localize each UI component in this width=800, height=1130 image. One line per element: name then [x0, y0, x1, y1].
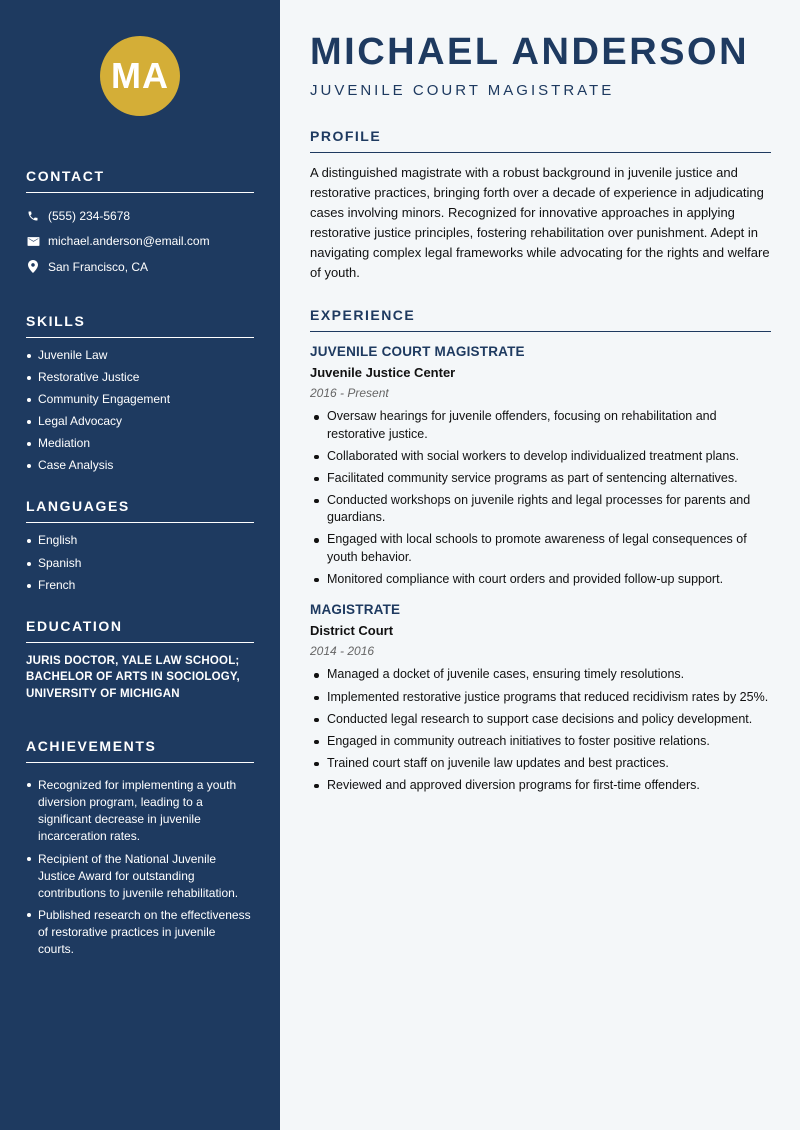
candidate-role: JUVENILE COURT MAGISTRATE: [310, 82, 615, 99]
list-item: Juvenile Law: [26, 348, 254, 363]
sidebar: [0, 0, 280, 1130]
education-text: JURIS DOCTOR, YALE LAW SCHOOL; BACHELOR OF ARTS IN SOCIOLOGY, UNIVERSITY OF MICHIGAN: [26, 654, 240, 700]
profile-heading: PROFILE: [310, 128, 771, 153]
skills-section: [26, 313, 254, 474]
contact-phone: [26, 203, 254, 229]
languages-list: [26, 533, 254, 592]
job-entry: [310, 344, 771, 588]
contact-section: [26, 168, 254, 280]
achievements-heading: ACHIEVEMENTS: [26, 738, 254, 763]
job-dates: 2014 - 2016: [310, 644, 375, 659]
list-item: Recognized for implementing a youth diversion program, leading to a significant decrease in juvenile incarceration rates.: [26, 777, 254, 845]
list-item: Restorative Justice: [26, 370, 254, 385]
skills-list: [26, 348, 254, 474]
phone-icon: [26, 209, 40, 223]
list-item: Facilitated community service programs as part of sentencing alternatives.: [310, 470, 771, 488]
skills-heading: SKILLS: [26, 313, 254, 338]
location-text: San Francisco, CA: [48, 259, 149, 274]
experience-section: [310, 307, 771, 794]
list-item: Engaged with local schools to promote awareness of legal consequences of youth behavior.: [310, 531, 771, 566]
list-item: Managed a docket of juvenile cases, ensuring timely resolutions.: [310, 666, 771, 684]
list-item: Conducted legal research to support case decisions and policy development.: [310, 711, 771, 729]
contact-location: [26, 254, 254, 280]
education-section: [26, 618, 254, 703]
list-item: Legal Advocacy: [26, 414, 254, 429]
achievements-list: [26, 777, 254, 958]
languages-heading: LANGUAGES: [26, 498, 254, 523]
list-item: Conducted workshops on juvenile rights and legal processes for parents and guardians.: [310, 492, 771, 527]
email-text: michael.anderson@email.com: [48, 234, 210, 249]
job-title: JUVENILE COURT MAGISTRATE: [310, 344, 525, 359]
avatar: MA: [100, 36, 180, 116]
contact-heading: CONTACT: [26, 168, 254, 193]
job-entry: [310, 602, 771, 794]
languages-section: [26, 498, 254, 592]
job-organization: District Court: [310, 623, 394, 639]
mail-icon: [26, 234, 40, 248]
list-item: Oversaw hearings for juvenile offenders, focusing on rehabilitation and restorative justice.: [310, 408, 771, 443]
list-item: Mediation: [26, 436, 254, 451]
main-content: [280, 0, 800, 1130]
list-item: Monitored compliance with court orders and provided follow-up support.: [310, 571, 771, 589]
profile-section: [310, 128, 771, 283]
profile-text: A distinguished magistrate with a robust background in juvenile justice and restorative practices, bringing forth over a decade of experience in adjudicating cases involving minors. Recognized for innovative approaches in applying restorative justice principles, fostering rehabilitation over punishment. Adept in navigating complex legal frameworks while advocating for the rights and welfare of youth.: [310, 165, 770, 280]
job-bullets: [310, 666, 771, 794]
job-dates: 2016 - Present: [310, 386, 389, 400]
achievements-section: [26, 738, 254, 958]
job-bullets: [310, 408, 771, 588]
list-item: Engaged in community outreach initiatives to foster positive relations.: [310, 733, 771, 751]
list-item: Case Analysis: [26, 458, 254, 473]
job-organization: Juvenile Justice Center: [310, 365, 456, 380]
location-pin-icon: [26, 260, 40, 274]
job-title: MAGISTRATE: [310, 602, 401, 618]
list-item: Community Engagement: [26, 392, 254, 407]
experience-heading: EXPERIENCE: [310, 307, 771, 332]
list-item: Recipient of the National Juvenile Justice Award for outstanding contributions to juvenile rehabilitation.: [26, 851, 254, 902]
contact-email: [26, 229, 254, 255]
education-heading: EDUCATION: [26, 618, 254, 643]
list-item: Published research on the effectiveness of restorative practices in juvenile courts.: [26, 907, 254, 958]
list-item: Implemented restorative justice programs that reduced recidivism rates by 25%.: [310, 689, 771, 707]
list-item: French: [26, 578, 254, 593]
list-item: Trained court staff on juvenile law updates and best practices.: [310, 755, 771, 773]
list-item: English: [26, 533, 254, 548]
candidate-name: MICHAEL ANDERSON: [310, 31, 750, 73]
list-item: Reviewed and approved diversion programs for first-time offenders.: [310, 777, 771, 795]
list-item: Collaborated with social workers to develop individualized treatment plans.: [310, 448, 771, 466]
list-item: Spanish: [26, 556, 254, 571]
phone-text: (555) 234-5678: [48, 208, 131, 223]
